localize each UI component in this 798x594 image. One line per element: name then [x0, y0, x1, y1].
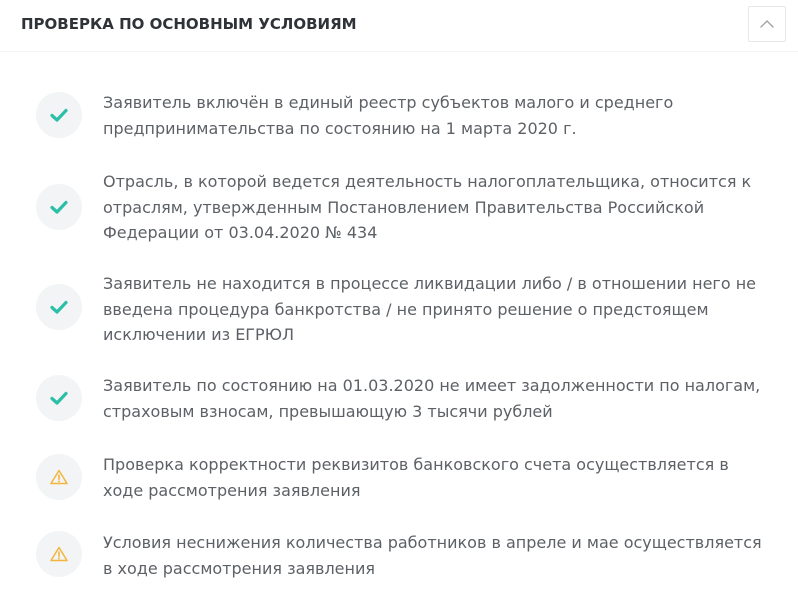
condition-text: Заявитель по состоянию на 01.03.2020 не имеет задолженности по налогам, страховым взносам, превышающую 3 тысячи рублей — [103, 376, 761, 421]
checkmark-icon — [49, 199, 69, 215]
status-badge — [36, 284, 82, 330]
condition-text: Заявитель не находится в процессе ликвидации либо / в отношении него не введена процедура банкротства / не принято решение о предстоящем исключении из ЕГРЮЛ — [103, 274, 756, 344]
warning-icon — [50, 469, 68, 485]
panel-title: ПРОВЕРКА ПО ОСНОВНЫМ УСЛОВИЯМ — [21, 15, 357, 33]
checkmark-icon — [49, 390, 69, 406]
status-badge — [36, 92, 82, 138]
status-badge — [36, 454, 82, 500]
checkmark-icon — [49, 299, 69, 315]
warning-icon — [50, 546, 68, 562]
status-badge — [36, 375, 82, 421]
condition-text: Проверка корректности реквизитов банковского счета осуществляется в ходе рассмотрения заявления — [103, 455, 729, 500]
condition-text: Условия неснижения количества работников в апреле и мае осуществляется в ходе рассмотрения заявления — [103, 533, 762, 578]
condition-text: Заявитель включён в единый реестр субъектов малого и среднего предпринимательства по состоянию на 1 марта 2020 г. — [103, 93, 674, 138]
status-badge — [36, 184, 82, 230]
status-badge — [36, 531, 82, 577]
checkmark-icon — [49, 107, 69, 123]
condition-text: Отрасль, в которой ведется деятельность налогоплательщика, относится к отраслям, утвержденным Постановлением Правительства Российской Федерации от 03.04.2020 № 434 — [103, 172, 752, 242]
